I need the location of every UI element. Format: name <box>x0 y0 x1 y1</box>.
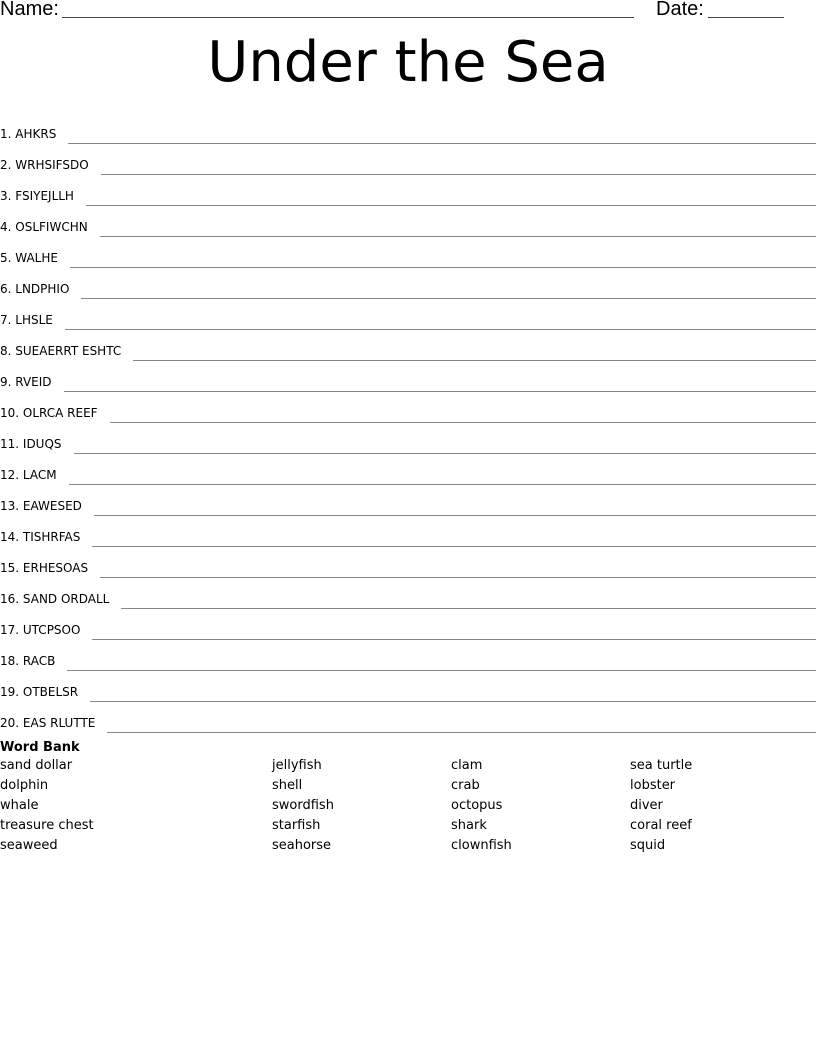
answer-line <box>100 236 816 237</box>
word-bank-item: starfish <box>272 818 321 833</box>
clue-row <box>0 515 816 546</box>
word-bank-item: swordfish <box>272 798 334 813</box>
word-bank <box>0 740 816 868</box>
word-bank-item: sea turtle <box>630 758 693 773</box>
clue-label: 6. LNDPHIO <box>0 282 70 296</box>
clue-label: 1. AHKRS <box>0 127 57 141</box>
clue-label: 14. TISHRFAS <box>0 530 81 544</box>
word-bank-item: squid <box>630 838 666 853</box>
clue-label: 7. LHSLE <box>0 313 53 327</box>
clue-row <box>0 205 816 236</box>
clue-row <box>0 112 816 143</box>
answer-line <box>107 732 816 733</box>
clue-row <box>0 236 816 267</box>
word-bank-item: coral reef <box>630 818 692 833</box>
clue-row <box>0 143 816 174</box>
word-bank-item: whale <box>0 798 39 813</box>
clue-row <box>0 608 816 639</box>
answer-line <box>69 484 816 485</box>
clue-label: 4. OSLFIWCHN <box>0 220 88 234</box>
clue-row <box>0 298 816 329</box>
answer-line <box>81 298 816 299</box>
name-field-line <box>62 17 634 18</box>
clue-label: 11. IDUQS <box>0 437 62 451</box>
clue-row <box>0 577 816 608</box>
word-bank-item: jellyfish <box>272 758 322 773</box>
word-bank-column <box>272 758 334 858</box>
word-bank-item: seaweed <box>0 838 58 853</box>
clue-row <box>0 670 816 701</box>
answer-line <box>100 577 816 578</box>
answer-line <box>110 422 816 423</box>
word-bank-column <box>0 758 94 858</box>
date-label: Date: <box>656 0 704 20</box>
word-bank-item: clownfish <box>451 838 512 853</box>
answer-line <box>133 360 816 361</box>
word-bank-title: Word Bank <box>0 740 80 755</box>
clue-row <box>0 391 816 422</box>
clue-row <box>0 267 816 298</box>
clue-row <box>0 701 816 732</box>
clue-label: 3. FSIYEJLLH <box>0 189 74 203</box>
clue-row <box>0 174 816 205</box>
answer-line <box>101 174 816 175</box>
answer-line <box>92 639 816 640</box>
page-title: Under the Sea <box>207 30 609 95</box>
clue-label: 5. WALHE <box>0 251 58 265</box>
scramble-clue-list <box>0 112 816 732</box>
clue-label: 12. LACM <box>0 468 57 482</box>
word-bank-column <box>630 758 692 858</box>
word-bank-column <box>451 758 512 858</box>
clue-row <box>0 329 816 360</box>
answer-line <box>64 391 816 392</box>
word-bank-item: shark <box>451 818 487 833</box>
clue-label: 8. SUEAERRT ESHTC <box>0 344 122 358</box>
answer-line <box>67 670 816 671</box>
word-bank-item: dolphin <box>0 778 49 793</box>
word-bank-item: sand dollar <box>0 758 73 773</box>
clue-row <box>0 546 816 577</box>
word-bank-item: diver <box>630 798 663 813</box>
clue-label: 17. UTCPSOO <box>0 623 81 637</box>
clue-row <box>0 484 816 515</box>
answer-line <box>94 515 816 516</box>
clue-label: 20. EAS RLUTTE <box>0 716 96 730</box>
answer-line <box>68 143 816 144</box>
answer-line <box>86 205 816 206</box>
clue-row <box>0 639 816 670</box>
name-label: Name: <box>0 0 59 20</box>
word-bank-item: treasure chest <box>0 818 94 833</box>
clue-label: 18. RACB <box>0 654 56 668</box>
answer-line <box>70 267 816 268</box>
date-field-line <box>708 17 784 18</box>
answer-line <box>121 608 816 609</box>
word-bank-item: octopus <box>451 798 503 813</box>
clue-label: 19. OTBELSR <box>0 685 79 699</box>
answer-line <box>92 546 816 547</box>
clue-row <box>0 360 816 391</box>
word-bank-item: shell <box>272 778 303 793</box>
word-bank-item: crab <box>451 778 480 793</box>
word-bank-item: seahorse <box>272 838 332 853</box>
clue-label: 15. ERHESOAS <box>0 561 89 575</box>
clue-row <box>0 453 816 484</box>
answer-line <box>90 701 816 702</box>
worksheet-header <box>0 0 816 24</box>
clue-label: 10. OLRCA REEF <box>0 406 98 420</box>
clue-label: 2. WRHSIFSDO <box>0 158 89 172</box>
clue-row <box>0 422 816 453</box>
word-bank-item: lobster <box>630 778 676 793</box>
answer-line <box>65 329 816 330</box>
clue-label: 13. EAWESED <box>0 499 82 513</box>
clue-label: 9. RVEID <box>0 375 52 389</box>
answer-line <box>74 453 816 454</box>
word-bank-item: clam <box>451 758 483 773</box>
word-bank-grid <box>0 758 816 868</box>
clue-label: 16. SAND ORDALL <box>0 592 110 606</box>
